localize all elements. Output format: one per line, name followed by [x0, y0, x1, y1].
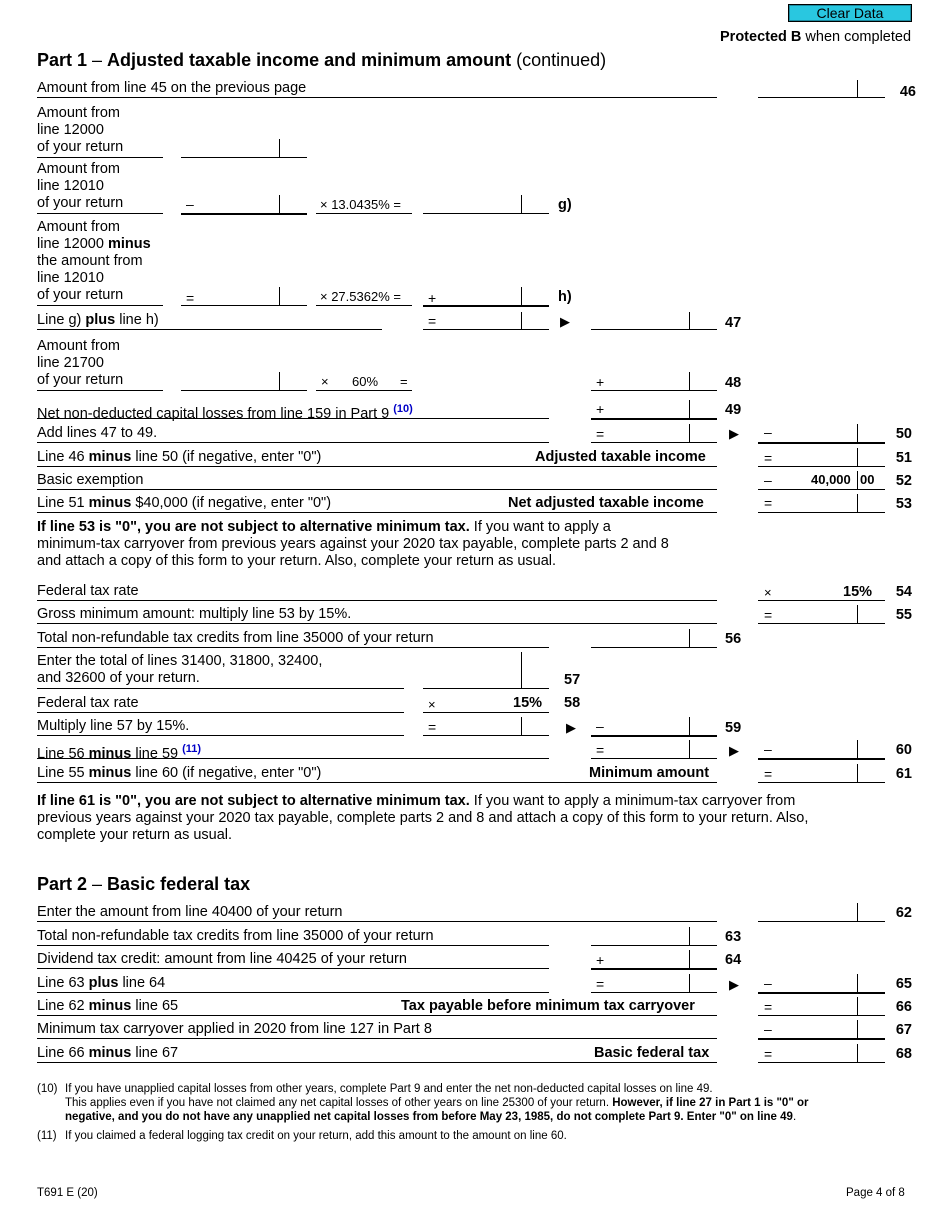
rate-27-5362: × 27.5362% = [320, 289, 401, 304]
line51-equals: = [764, 450, 773, 466]
line59-sum-field[interactable] [423, 717, 549, 736]
amount-diff-equals: = [186, 290, 195, 306]
line61-field[interactable] [758, 764, 885, 783]
line47-equals: = [428, 313, 437, 329]
protected-b-label: Protected B when completed [720, 29, 912, 45]
line58-number: 58 [564, 695, 581, 711]
line49-label: Net non-deducted capital losses from line 159 in Part 9 $^{(10)}$ [37, 403, 413, 422]
rate-60-times: × [321, 374, 329, 389]
amount-diff-field[interactable] [181, 287, 307, 306]
amount-12010-field[interactable] [181, 195, 307, 215]
line64-number: 64 [725, 952, 742, 968]
line56-label: Total non-refundable tax credits from line 35000 of your return [37, 630, 434, 646]
line62-label: Enter the amount from line 40400 of your return [37, 904, 343, 920]
adjusted-taxable-income-label: Adjusted taxable income [535, 449, 706, 465]
line51-label: Line 46 minus line 50 (if negative, enter "0") [37, 449, 322, 465]
line54-rate: 15% [843, 584, 873, 600]
basic-exemption-cents: 00 [860, 472, 875, 487]
line66-number: 66 [895, 999, 912, 1015]
line60-minus: – [764, 741, 772, 757]
line54-label: Federal tax rate [37, 583, 139, 599]
amount-12000-label: Amount from line 12000 of your return [37, 105, 124, 155]
line59-label: Multiply line 57 by 15%. [37, 718, 190, 734]
line47-sum-field[interactable] [423, 312, 549, 330]
line65-sum-field[interactable] [591, 974, 717, 993]
line68-number: 68 [895, 1046, 912, 1062]
form-id: T691 E (20) [37, 1187, 98, 1199]
line68-label: Line 66 minus line 67 [37, 1045, 179, 1061]
line53-equals: = [764, 495, 773, 511]
line60-arrow-icon: ▶ [729, 743, 739, 758]
line58-rate: 15% [513, 695, 543, 711]
line61-number: 61 [895, 766, 912, 782]
line65-field[interactable] [758, 974, 885, 994]
line67-number: 67 [895, 1022, 912, 1038]
line64-field[interactable] [591, 950, 717, 970]
amount-diff-label: Amount from line 12000 minus the amount from line 12010 of your return [37, 219, 151, 303]
line52-minus: – [764, 472, 772, 488]
line50-minus: – [764, 424, 772, 440]
line53-label: Line 51 minus $40,000 (if negative, enter "0") [37, 495, 332, 511]
line64-plus: + [596, 952, 605, 968]
amount-21700-field[interactable] [181, 372, 307, 391]
line65-number: 65 [895, 976, 912, 992]
line60-field[interactable] [758, 740, 885, 760]
line51-field[interactable] [758, 448, 885, 467]
line67-minus: – [764, 1021, 772, 1037]
line47-label: Line g) plus line h) [37, 312, 159, 328]
line58-label: Federal tax rate [37, 695, 139, 711]
line49-plus: + [596, 401, 605, 417]
line57-label: Enter the total of lines 31400, 31800, 32400, and 32600 of your return. [37, 653, 323, 686]
part1-title: Part 1 – Adjusted taxable income and minimum amount (continued) [37, 50, 607, 70]
line48-field[interactable] [591, 372, 717, 391]
line59-number: 59 [725, 720, 742, 736]
line47-field[interactable] [591, 312, 717, 330]
line-g-field[interactable] [423, 195, 549, 214]
line54-number: 54 [895, 584, 912, 600]
line58-times: × [428, 697, 436, 712]
line59-equals: = [428, 719, 437, 735]
line56-field[interactable] [591, 629, 717, 648]
tax-payable-before-carryover-label: Tax payable before minimum tax carryover [401, 998, 695, 1014]
line50-arrow-icon: ▶ [729, 426, 739, 441]
line47-number: 47 [725, 315, 742, 331]
amount-12000-field[interactable] [181, 139, 307, 158]
basic-federal-tax-label: Basic federal tax [594, 1045, 710, 1061]
line59-field[interactable] [591, 717, 717, 737]
line-g-label: g) [558, 197, 572, 213]
net-adjusted-taxable-income-label: Net adjusted taxable income [508, 495, 704, 511]
line67-label: Minimum tax carryover applied in 2020 from line 127 in Part 8 [37, 1021, 432, 1037]
line66-equals: = [764, 999, 773, 1015]
rate-60-percent: 60% [352, 374, 379, 389]
line65-equals: = [596, 976, 605, 992]
line57-number: 57 [564, 672, 581, 688]
line52-label: Basic exemption [37, 472, 144, 488]
line65-minus: – [764, 975, 772, 991]
line-g-minus: – [186, 196, 194, 212]
line55-equals: = [764, 607, 773, 623]
line46-label: Amount from line 45 on the previous page [37, 80, 307, 96]
note-line61: If line 61 is "0", you are not subject to alternative minimum tax. If you want to apply a minimum-tax carryover from previous years against your 2020 tax payable, complete parts 2 and 8 and attach a copy of this form to your return. Also, complete your return as usual. [37, 793, 809, 843]
line-h-plus: + [428, 290, 437, 306]
line56-number: 56 [725, 631, 742, 647]
line-h-label: h) [558, 289, 572, 305]
line50-sum-field[interactable] [591, 424, 717, 443]
line67-field[interactable] [758, 1020, 885, 1040]
line53-number: 53 [895, 496, 912, 512]
line53-field[interactable] [758, 494, 885, 513]
line54-times: × [764, 585, 772, 600]
line52-number: 52 [895, 473, 912, 489]
line48-plus: + [596, 374, 605, 390]
line50-label: Add lines 47 to 49. [37, 425, 158, 441]
rate-60-equals: = [400, 374, 408, 389]
line57-field[interactable] [423, 652, 549, 689]
line66-label: Line 62 minus line 65 [37, 998, 179, 1014]
line62-field[interactable] [758, 903, 885, 922]
line-h-field[interactable] [423, 287, 549, 307]
amount-21700-label: Amount from line 21700 of your return [37, 338, 124, 388]
line65-arrow-icon: ▶ [729, 977, 739, 992]
line63-label: Total non-refundable tax credits from line 35000 of your return [37, 928, 434, 944]
line55-field[interactable] [758, 605, 885, 624]
line48-number: 48 [725, 375, 742, 391]
line68-field[interactable] [758, 1044, 885, 1063]
part2-title: Part 2 – Basic federal tax [37, 874, 251, 894]
line68-equals: = [764, 1046, 773, 1062]
line60-label: Line 56 minus line 59 $^{(11)}$ [37, 743, 202, 762]
line59-minus: – [596, 718, 604, 734]
line49-number: 49 [725, 402, 742, 418]
page-number: Page 4 of 8 [846, 1187, 905, 1199]
line66-field[interactable] [758, 997, 885, 1016]
line50-number: 50 [895, 426, 912, 442]
line61-equals: = [764, 766, 773, 782]
line61-label: Line 55 minus line 60 (if negative, enter "0") [37, 765, 322, 781]
line65-label: Line 63 plus line 64 [37, 975, 166, 991]
line63-number: 63 [725, 929, 742, 945]
line50-equals: = [596, 426, 605, 442]
rate-13-0435: × 13.0435% = [320, 197, 401, 212]
line51-number: 51 [895, 450, 912, 466]
note-line53: If line 53 is "0", you are not subject to alternative minimum tax. If you want to apply a minimum-tax carryover from previous years against your 2020 tax payable, complete parts 2 and 8 and attach a copy of this form to your return. Also, complete your return as usual. [37, 519, 669, 569]
line62-number: 62 [895, 905, 912, 921]
line50-field[interactable] [758, 424, 885, 444]
clear-data-button[interactable]: Clear Data [788, 4, 912, 22]
line63-field[interactable] [591, 927, 717, 946]
minimum-amount-label: Minimum amount [589, 765, 710, 781]
amount-12010-label: Amount from line 12010 of your return [37, 161, 124, 211]
line64-label: Dividend tax credit: amount from line 40425 of your return [37, 951, 407, 967]
line60-equals: = [596, 742, 605, 758]
line55-label: Gross minimum amount: multiply line 53 by 15%. [37, 606, 352, 622]
line46-field[interactable] [758, 80, 885, 98]
line47-arrow-icon: ▶ [560, 314, 570, 329]
line60-sum-field[interactable] [591, 740, 717, 759]
line59-arrow-icon: ▶ [566, 720, 576, 735]
line49-field[interactable] [591, 400, 717, 420]
line46-number: 46 [899, 84, 916, 100]
basic-exemption-dollars: 40,000 [811, 472, 851, 487]
line55-number: 55 [895, 607, 912, 623]
line60-number: 60 [895, 742, 912, 758]
